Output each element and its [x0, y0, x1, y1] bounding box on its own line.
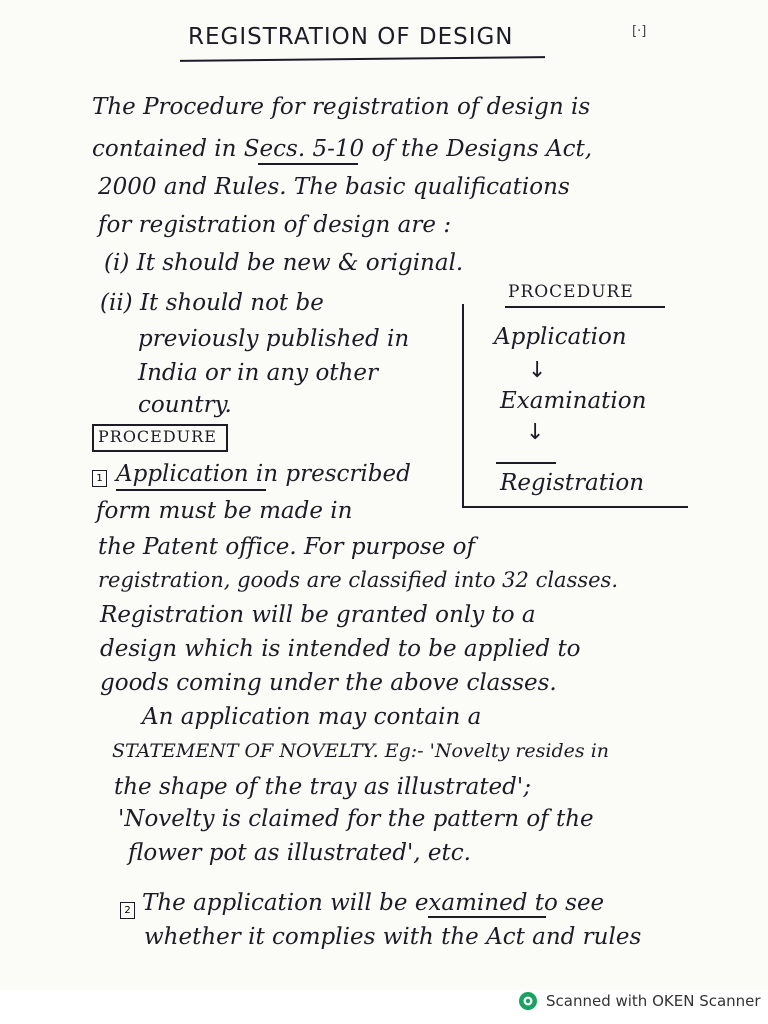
scratched-out-word — [496, 462, 556, 464]
item-1-line-1: Application in prescribed — [116, 461, 411, 487]
item-1-line-9: STATEMENT OF NOVELTY. Eg:- 'Novelty resides in — [112, 740, 610, 762]
application-underline — [116, 489, 266, 491]
condition-ii: (ii) It should not be — [100, 290, 324, 316]
box-heading-underline — [505, 306, 665, 308]
item-1-line-12: flower pot as illustrated', etc. — [128, 840, 471, 866]
procedure-heading: PROCEDURE — [98, 427, 217, 446]
condition-ii-line-4: country. — [138, 392, 232, 418]
scanner-label: Scanned with OKEN Scanner — [546, 992, 761, 1010]
item-1-line-11: 'Novelty is claimed for the pattern of the — [118, 806, 594, 832]
flow-examination: Examination — [500, 388, 647, 414]
intro-line-3: 2000 and Rules. The basic qualifications — [98, 174, 570, 200]
item-2-marker: 2 — [120, 902, 135, 919]
item-1-line-3: the Patent office. For purpose of — [98, 534, 476, 560]
item-1-line-4: registration, goods are classified into 32 classes. — [98, 568, 619, 592]
condition-ii-line-3: India or in any other — [138, 360, 378, 386]
item-1-line-6: design which is intended to be applied to — [100, 636, 581, 662]
oken-scanner-logo-icon — [518, 991, 538, 1011]
page-title: REGISTRATION OF DESIGN — [188, 24, 514, 50]
item-1-marker: 1 — [92, 470, 107, 487]
item-1-line-2: form must be made in — [96, 498, 353, 524]
condition-ii-line-2: previously published in — [138, 326, 410, 352]
item-1-line-5: Registration will be granted only to a — [100, 602, 536, 628]
arrow-down-icon: ↓ — [528, 358, 547, 383]
item-1-line-10: the shape of the tray as illustrated'; — [114, 774, 531, 800]
flow-registration: Registration — [500, 470, 645, 496]
item-2-line-1: The application will be examined to see — [142, 890, 605, 916]
scanner-watermark — [518, 990, 761, 1012]
item-2-line-2: whether it complies with the Act and rules — [144, 924, 642, 950]
title-underline — [180, 56, 545, 62]
item-1-line-8: An application may contain a — [142, 704, 482, 730]
page-corner-mark: [·] — [632, 24, 647, 39]
arrow-down-icon: ↓ — [526, 420, 545, 445]
condition-i: (i) It should be new & original. — [104, 250, 464, 276]
secs-underline — [258, 163, 358, 165]
intro-line-4: for registration of design are : — [98, 212, 452, 238]
examined-underline — [428, 916, 546, 918]
flow-application: Application — [494, 324, 627, 350]
intro-line-1: The Procedure for registration of design is — [92, 94, 591, 120]
item-1-line-7: goods coming under the above classes. — [100, 670, 557, 696]
intro-line-2: contained in Secs. 5-10 of the Designs Act, — [92, 136, 593, 162]
box-heading: PROCEDURE — [508, 282, 634, 302]
